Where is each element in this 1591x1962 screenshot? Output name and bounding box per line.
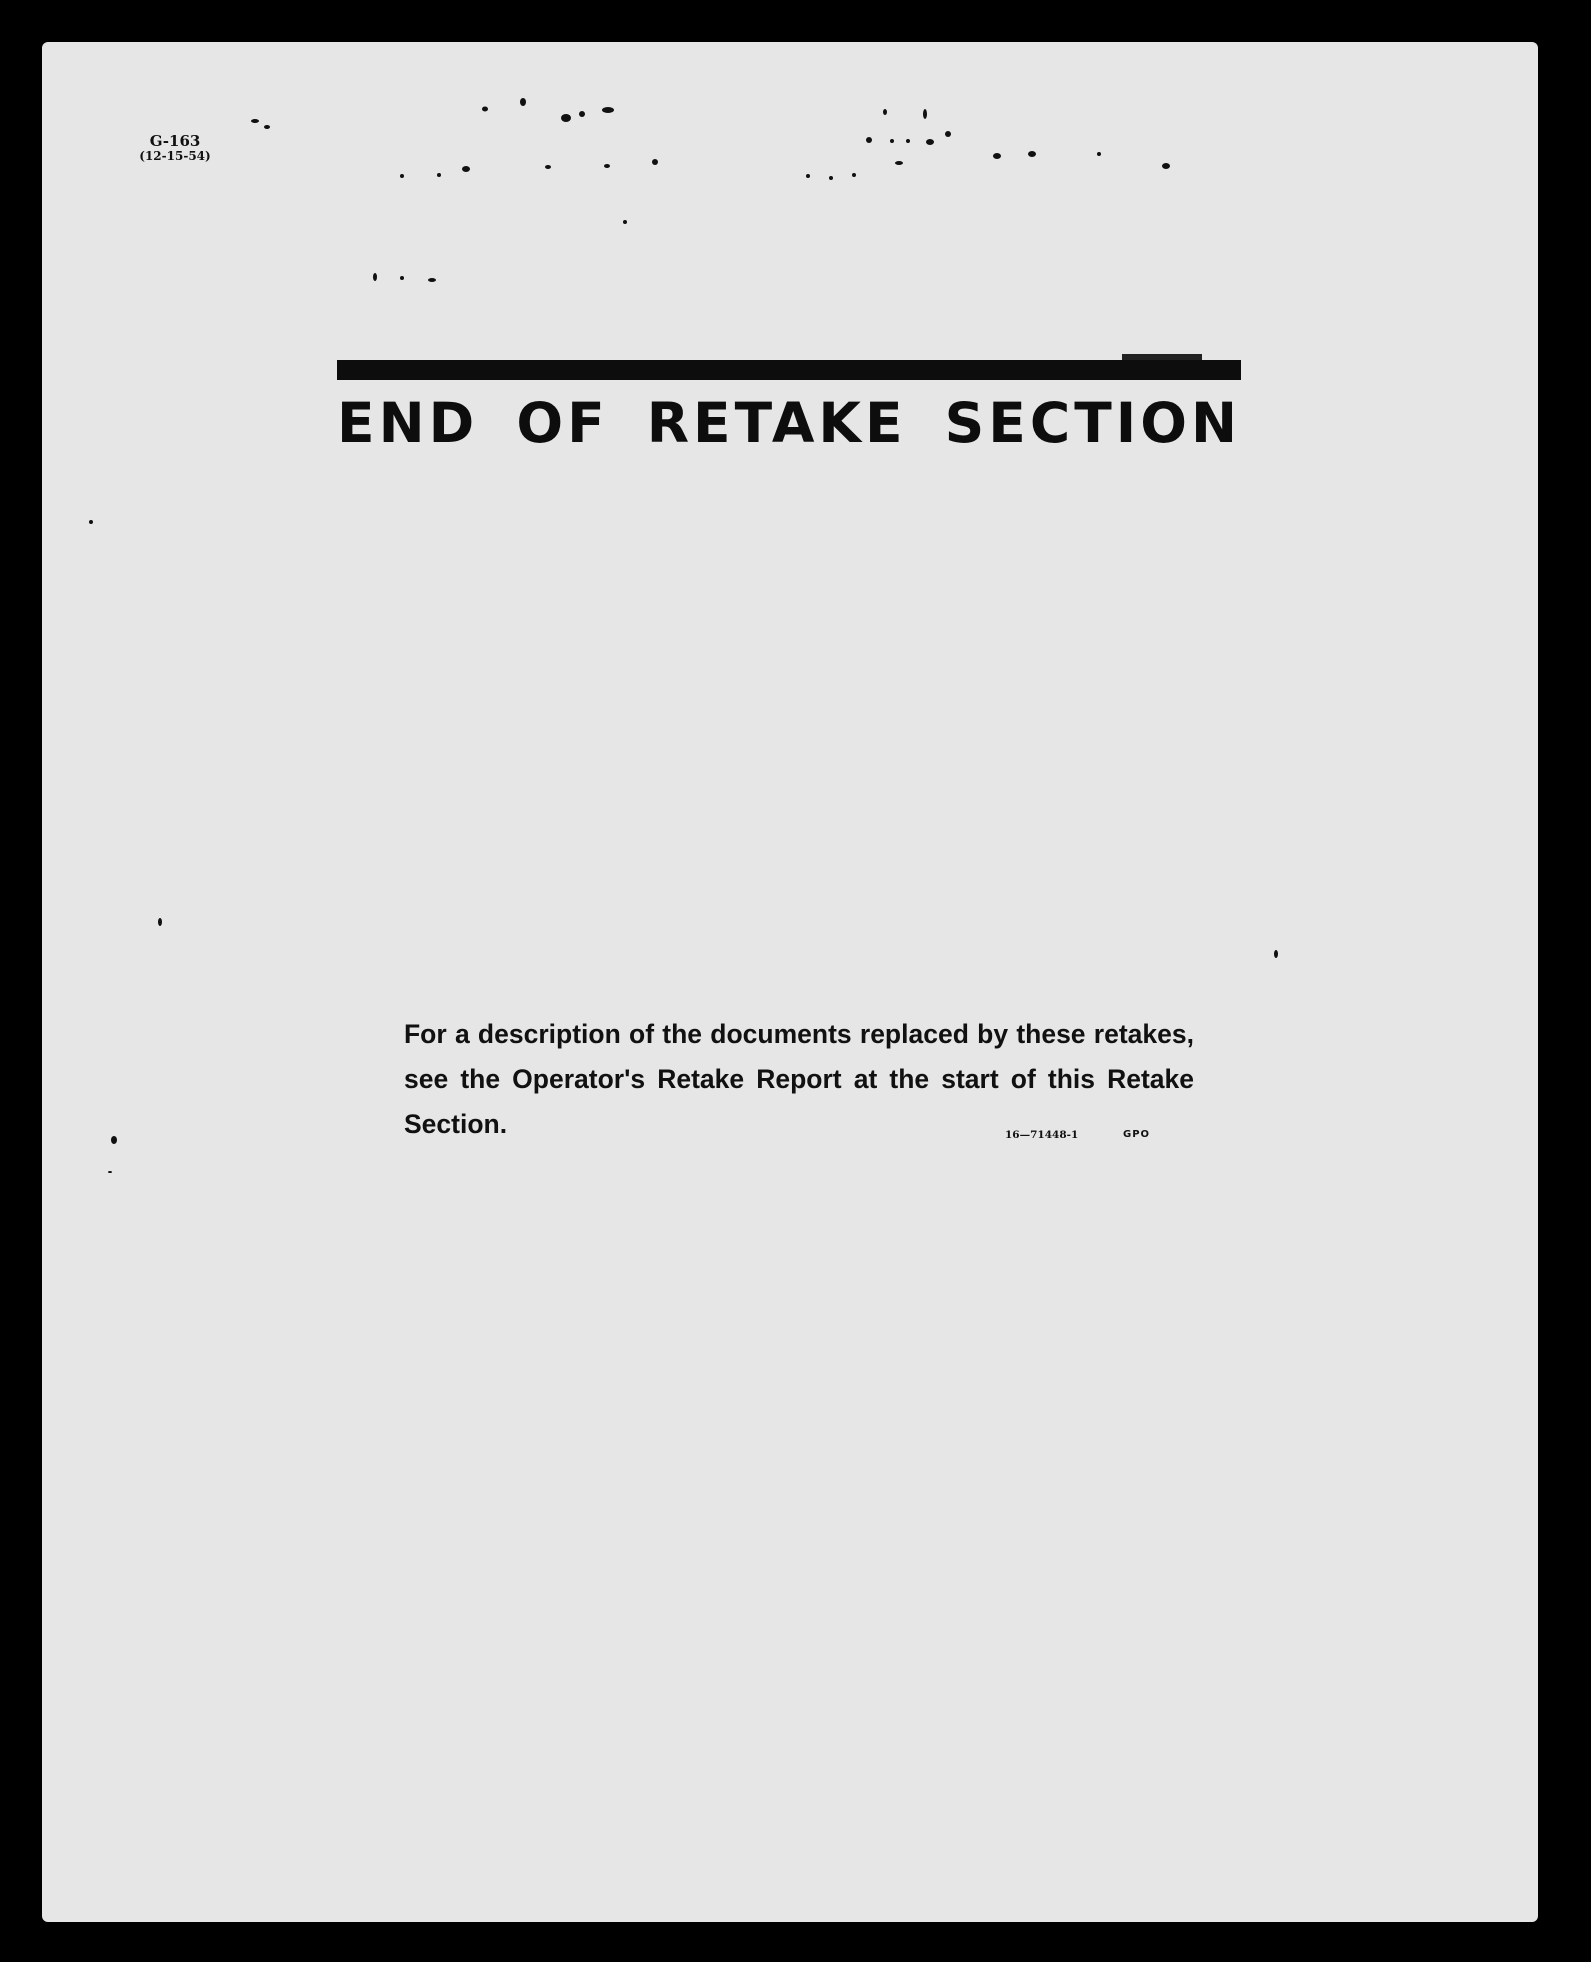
paper-sheet bbox=[42, 42, 1538, 1922]
retake-notice: For a description of the documents replaced by these retakes, see the Operator's Retake Report at the start of this Retake Section. bbox=[404, 1019, 1194, 1139]
print-agency: GPO bbox=[1123, 1129, 1151, 1140]
scan-specks bbox=[42, 42, 1538, 1922]
page-title: END OF RETAKE SECTION bbox=[337, 391, 1241, 455]
print-code: 16—71448-1 bbox=[1005, 1129, 1079, 1141]
heading-rule bbox=[337, 360, 1241, 380]
form-number bbox=[134, 134, 216, 162]
form-code: G-163 bbox=[149, 132, 201, 150]
form-date: (12-15-54) bbox=[139, 148, 211, 163]
